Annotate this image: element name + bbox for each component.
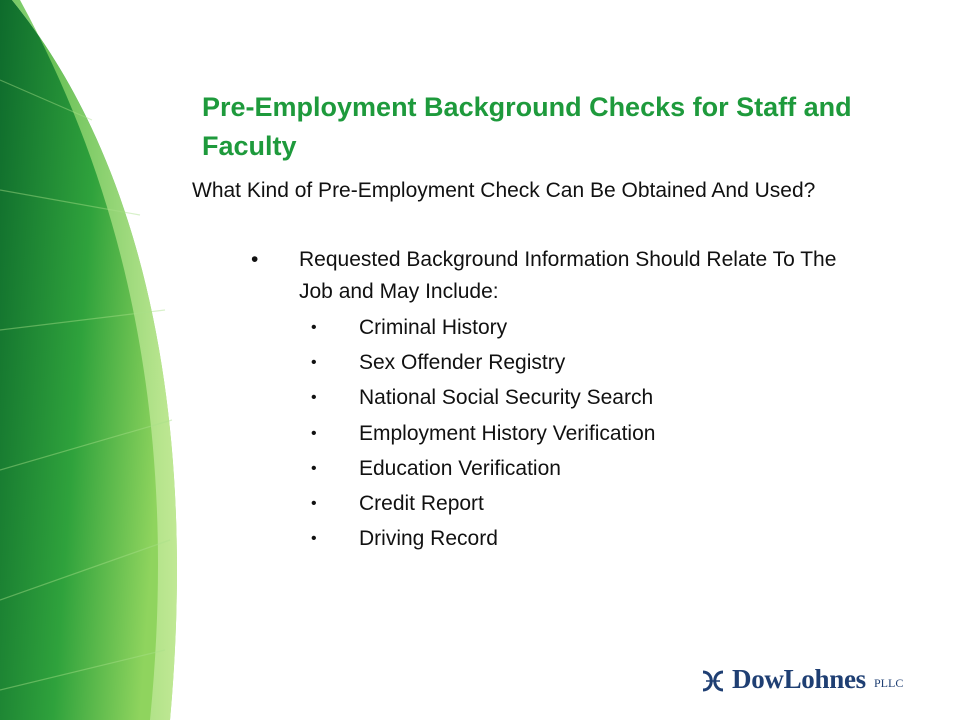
bullet-icon: • [311, 319, 317, 336]
bullet-icon: • [311, 530, 317, 548]
bullet-icon: • [311, 424, 317, 442]
slide-title: Pre-Employment Background Checks for Staff and Faculty [202, 92, 852, 161]
intro-text: What Kind of Pre-Employment Check Can Be Obtained And Used? [192, 179, 816, 202]
bullet-icon: • [311, 354, 317, 372]
bullet-icon: • [311, 459, 317, 477]
lead-bullet-text: Requested Background Information Should Relate To The Job and May Include: [299, 248, 837, 303]
list-item-label: Driving Record [359, 527, 498, 551]
bullet-icon: • [311, 494, 317, 512]
list-item-label: Sex Offender Registry [359, 351, 566, 375]
logo-mark-icon [700, 670, 726, 692]
bullet-icon: • [251, 248, 259, 271]
list-item-label: National Social Security Search [359, 386, 654, 410]
bullet-icon: • [311, 389, 317, 407]
logo-suffix: PLLC [874, 676, 904, 690]
list-item-label: Education Verification [359, 456, 561, 480]
list-item-label: Employment History Verification [359, 421, 656, 445]
list-item-label: Criminal History [359, 316, 508, 339]
list-item-label: Credit Report [359, 491, 484, 515]
logo-name: DowLohnes [732, 664, 866, 694]
